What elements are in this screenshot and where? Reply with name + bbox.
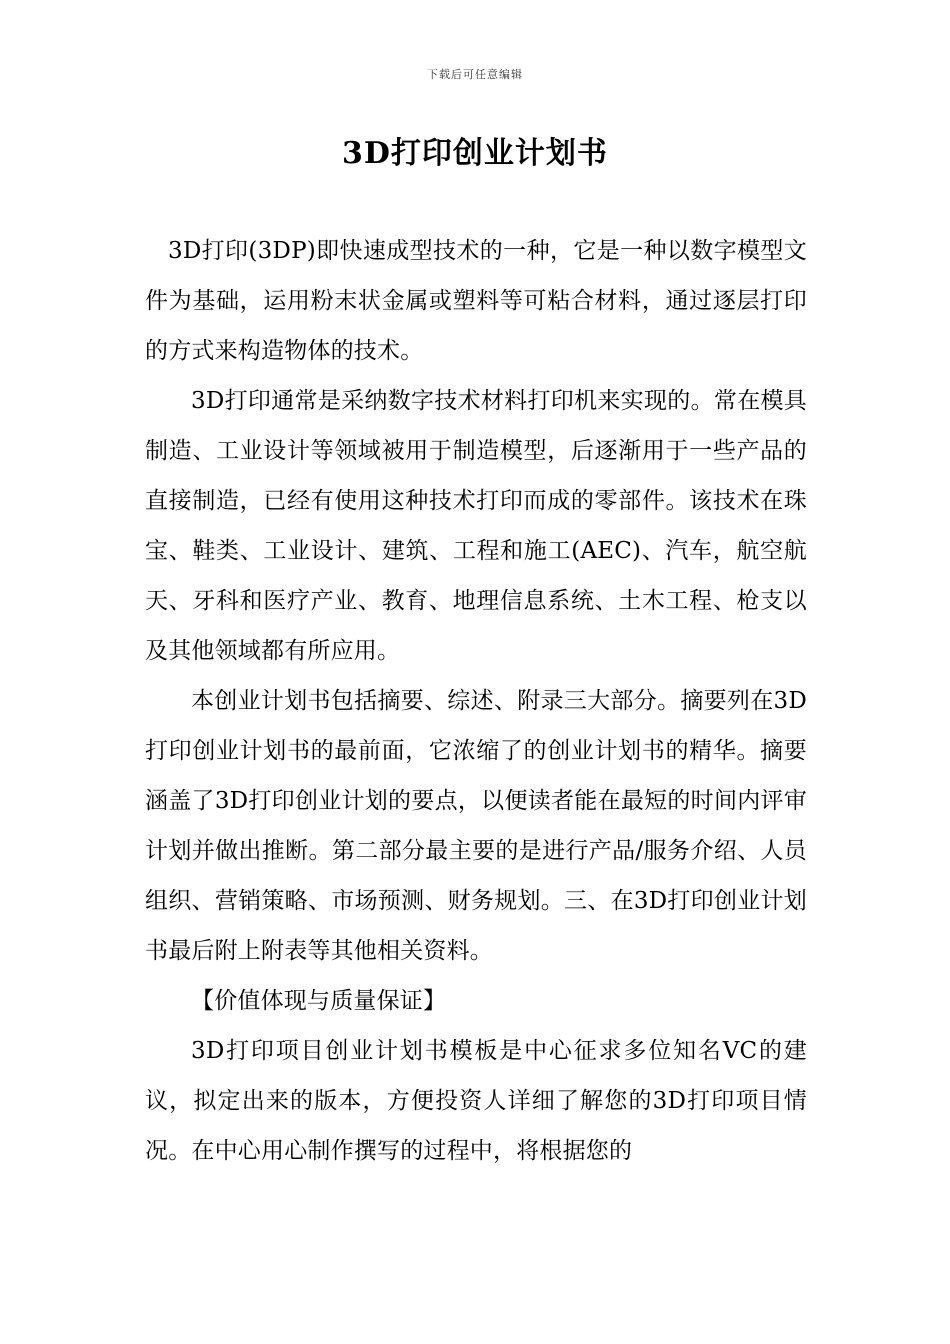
document-title: 3D打印创业计划书 xyxy=(342,136,608,171)
paragraph-template: 3D打印项目创业计划书模板是中心征求多位知名VC的建议，拟定出来的版本，方便投资人详细了解您的3D打印项目情况。在中心用心制作撰写的过程中，将根据您的 xyxy=(145,1038,807,1164)
paragraph-applications: 3D打印通常是采纳数字技术材料打印机来实现的。常在模具制造、工业设计等领域被用于制造模型，后逐渐用于一些产品的直接制造，已经有使用这种技术打印而成的零部件。该技术在珠宝、鞋类、工业设计、建筑、工程和施工(AEC)、汽车，航空航天、牙科和医疗产业、教育、地理信息系统、土木工程、枪支以及其他领域都有所应用。 xyxy=(145,388,807,664)
paragraph-intro: 3D打印(3DP)即快速成型技术的一种，它是一种以数字模型文件为基础，运用粉末状金属或塑料等可粘合材料，通过逐层打印的方式来构造物体的技术。 xyxy=(145,238,807,364)
section-heading-value: 【价值体现与质量保证】 xyxy=(191,988,447,1014)
header-note: 下载后可任意编辑 xyxy=(427,68,523,81)
document-body xyxy=(145,226,807,1176)
paragraph-structure: 本创业计划书包括摘要、综述、附录三大部分。摘要列在3D打印创业计划书的最前面，它浓缩了的创业计划书的精华。摘要涵盖了3D打印创业计划的要点，以便读者能在最短的时间内评审 计划并做出推断。第二部分最主要的是进行产品/服务介绍、人员组织、营销策略、市场预测、财务规划。三、在3D打印创业计划书最后附上附表等其他相关资料。 xyxy=(145,688,807,964)
